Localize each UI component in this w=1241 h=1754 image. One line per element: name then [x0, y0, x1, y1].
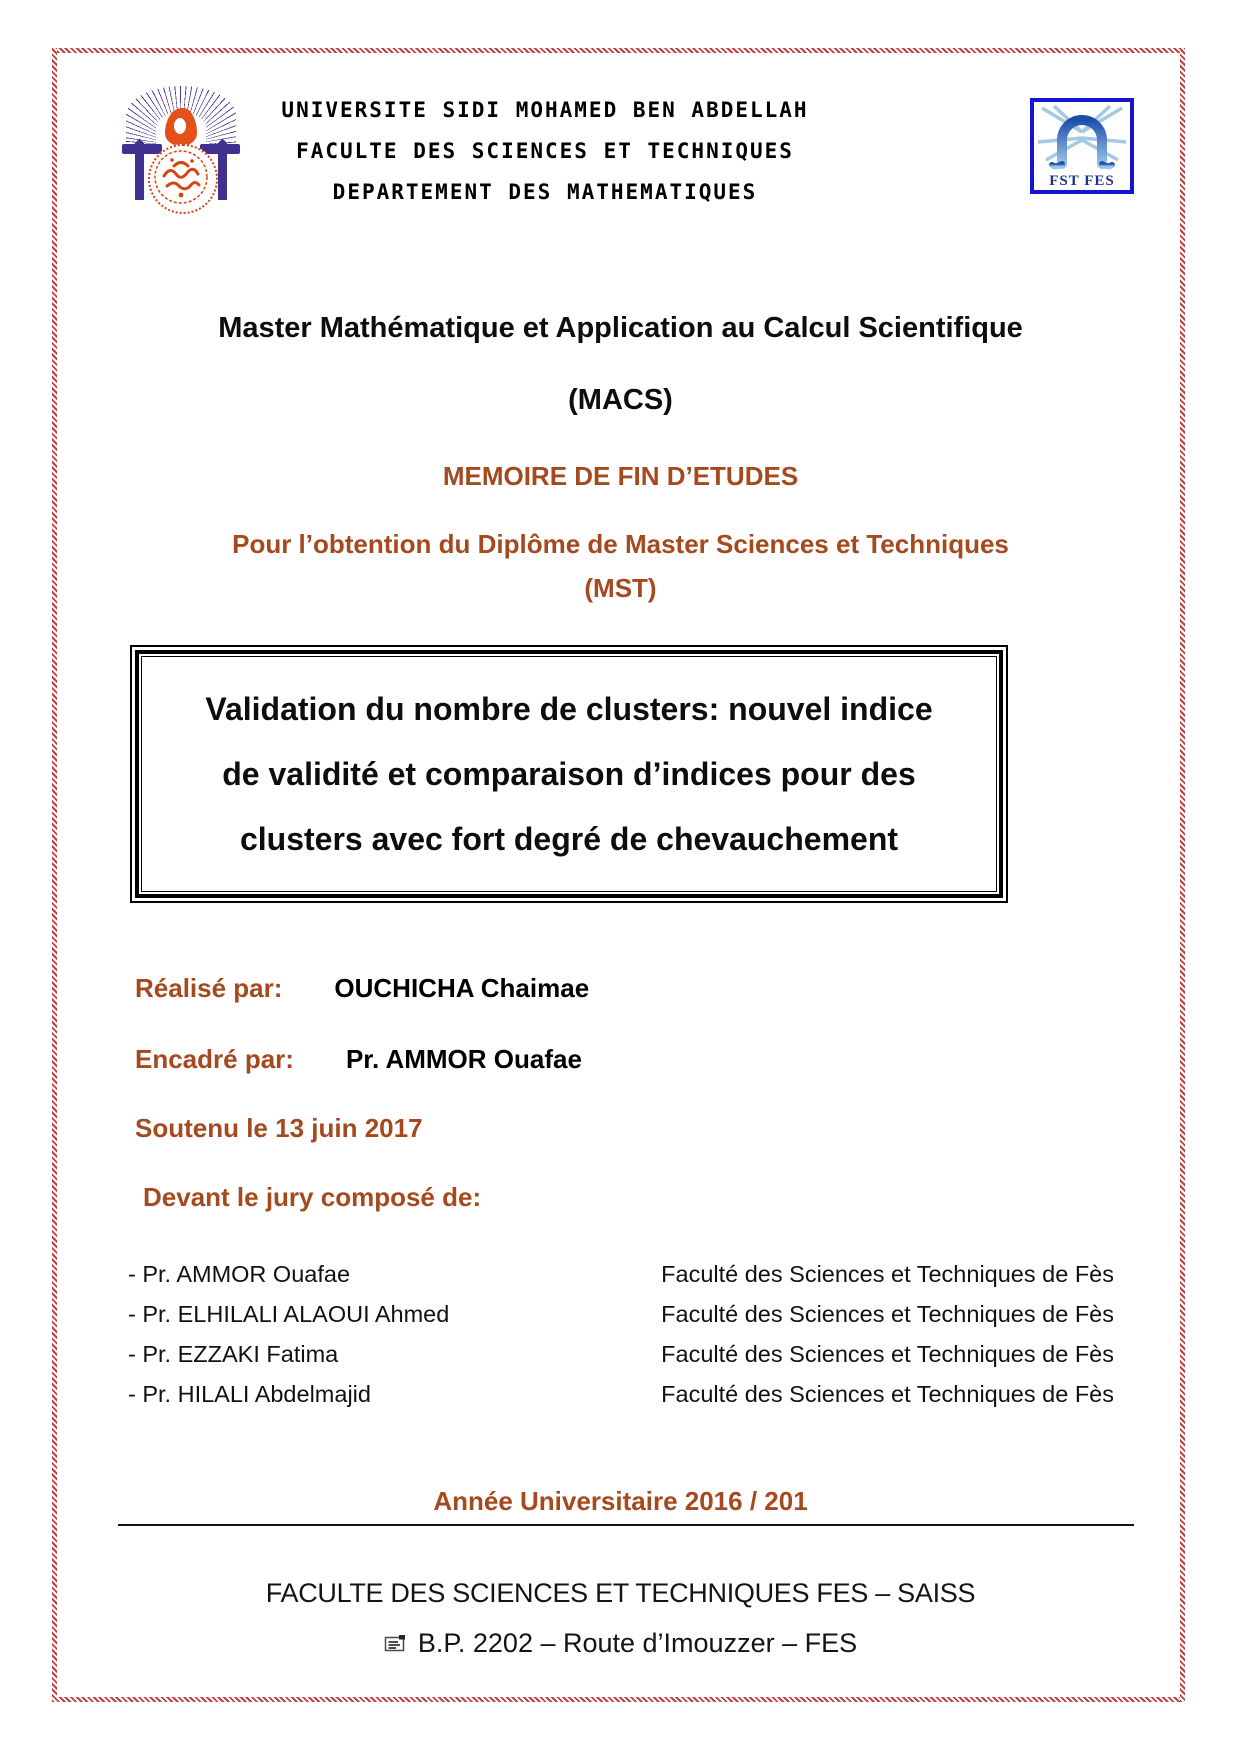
jury-member-affiliation: Faculté des Sciences et Techniques de Fès	[661, 1261, 1114, 1287]
university-header	[235, 90, 855, 213]
defense-date: Soutenu le 13 juin 2017	[135, 1113, 423, 1143]
jury-row	[128, 1258, 1114, 1298]
fst-fes-logo	[1030, 98, 1134, 194]
page-border-bottom	[52, 1697, 1185, 1702]
thesis-title-line-1: Validation du nombre de clusters: nouvel indice	[205, 690, 933, 727]
jury-member-affiliation: Faculté des Sciences et Techniques de Fès	[661, 1341, 1114, 1367]
supervisor-name: Pr. AMMOR Ouafae	[345, 1044, 582, 1074]
jury-row	[128, 1338, 1114, 1378]
university-name: UNIVERSITE SIDI MOHAMED BEN ABDELLAH	[281, 98, 809, 122]
jury-heading: Devant le jury composé de:	[143, 1182, 482, 1212]
author-label: Réalisé par:	[135, 973, 283, 1003]
purpose-line: Pour l’obtention du Diplôme de Master Sciences et Techniques	[232, 529, 1009, 559]
footer-address: B.P. 2202 – Route d’Imouzzer – FES	[417, 1628, 858, 1658]
emblem-left-column-icon	[135, 154, 144, 200]
thesis-title-line-2: de validité et comparaison d’indices pour des	[222, 755, 916, 792]
academic-year: Année Universitaire 2016 / 201	[433, 1486, 808, 1516]
page-border-left	[52, 48, 57, 1702]
mailbox-icon	[384, 1634, 408, 1654]
jury-member-affiliation: Faculté des Sciences et Techniques de Fès	[661, 1301, 1114, 1327]
jury-row	[128, 1378, 1114, 1418]
thesis-title-box	[130, 645, 1008, 903]
author-name: OUCHICHA Chaimae	[334, 973, 590, 1003]
master-program-title: Master Mathématique et Application au Calcul Scientifique	[218, 312, 1023, 344]
footer-address-row	[90, 1628, 1151, 1659]
jury-row	[128, 1298, 1114, 1338]
emblem-calligraphy-medallion	[148, 144, 218, 214]
jury-member-name: - Pr. AMMOR Ouafae	[128, 1261, 351, 1287]
supervisor-row	[135, 1044, 582, 1075]
jury-member-name: - Pr. ELHILALI ALAOUI Ahmed	[128, 1301, 450, 1327]
purpose-acronym: (MST)	[584, 573, 657, 603]
emblem-right-column-icon	[218, 154, 227, 200]
jury-member-affiliation: Faculté des Sciences et Techniques de Fès	[661, 1381, 1114, 1407]
fst-fes-caption: FST FES	[1049, 173, 1115, 189]
department-name: DEPARTEMENT DES MATHEMATIQUES	[332, 180, 758, 204]
usmba-university-emblem	[122, 86, 240, 220]
jury-member-name: - Pr. EZZAKI Fatima	[128, 1341, 339, 1367]
footer-faculty: FACULTE DES SCIENCES ET TECHNIQUES FES – SAISS	[265, 1578, 976, 1608]
page-border-top	[52, 48, 1185, 53]
footer-divider	[118, 1524, 1134, 1526]
supervisor-label: Encadré par:	[135, 1044, 294, 1074]
jury-member-name: - Pr. HILALI Abdelmajid	[128, 1381, 371, 1407]
master-acronym: (MACS)	[568, 384, 673, 416]
jury-list	[128, 1258, 1114, 1418]
memoire-heading: MEMOIRE DE FIN D’ETUDES	[442, 461, 799, 491]
thesis-title-line-3: clusters avec fort degré de chevauchement	[239, 820, 899, 857]
page-border-right	[1180, 48, 1185, 1702]
faculty-name: FACULTE DES SCIENCES ET TECHNIQUES	[296, 139, 794, 163]
author-row	[135, 973, 589, 1004]
